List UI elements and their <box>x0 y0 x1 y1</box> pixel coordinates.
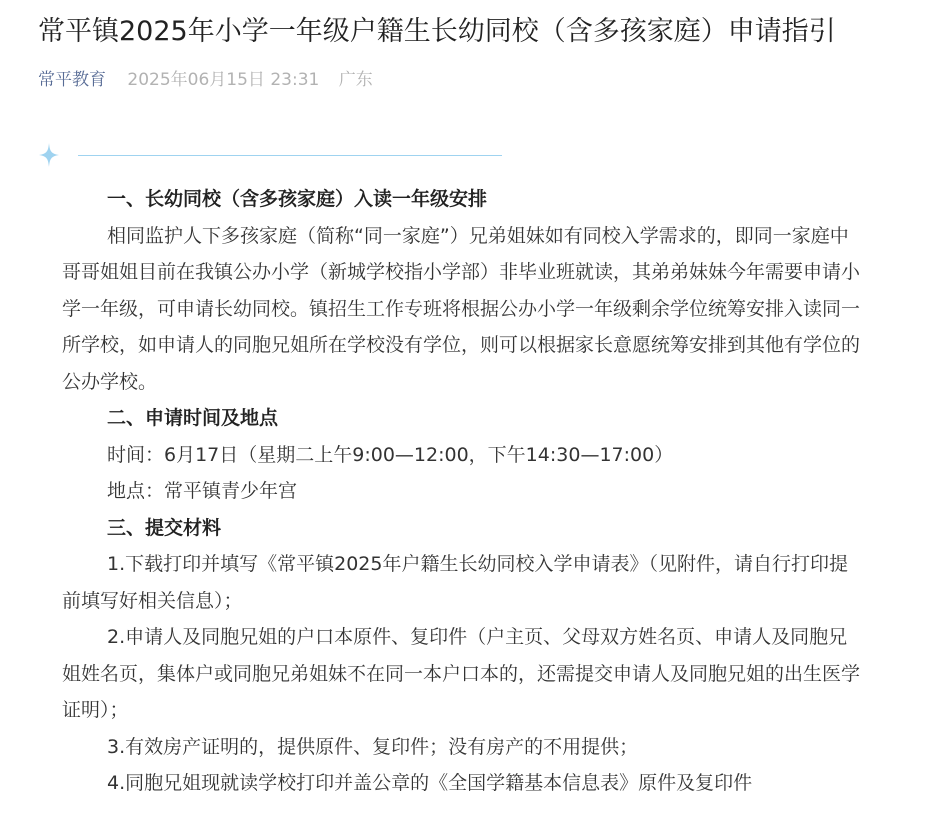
publish-time: 2025年06月15日 23:31 <box>127 70 320 90</box>
publish-region: 广东 <box>338 70 373 90</box>
section-divider <box>38 142 508 170</box>
paragraph-time: 时间：6月17日（星期二上午9:00—12:00，下午14:30—17:00） <box>107 443 674 466</box>
section-heading-2: 二、申请时间及地点 <box>107 407 279 429</box>
section-heading-1: 一、长幼同校（含多孩家庭）入读一年级安排 <box>107 188 488 210</box>
article-meta <box>38 66 373 94</box>
sparkle-icon <box>38 142 60 168</box>
account-name-link[interactable]: 常平教育 <box>38 70 106 90</box>
material-item-4: 4.同胞兄姐现就读学校打印并盖公章的《全国学籍基本信息表》原件及复印件 <box>107 772 753 794</box>
paragraph-1: 相同监护人下多孩家庭（简称“同一家庭”）兄弟姐妹如有同校入学需求的，即同一家庭中哥哥姐姐目前在我镇公办小学（新城学校指小学部）非毕业班就读，其弟弟妹妹今年需要申请小学一年级，可申请长幼同校。镇招生工作专班将根据公办小学一年级剩余学位统筹安排入读同一所学校，如申请人的同胞兄姐所在学校没有学位，则可以根据家长意愿统筹安排到其他有学位的公办学校。 <box>62 224 861 393</box>
material-item-3: 3.有效房产证明的，提供原件、复印件；没有房产的不用提供； <box>107 735 639 758</box>
paragraph-location: 地点：常平镇青少年宫 <box>107 480 298 502</box>
material-item-1: 1.下载打印并填写《常平镇2025年户籍生长幼同校入学申请表》（见附件，请自行打印提前填写好相关信息）； <box>62 553 848 612</box>
divider-line <box>78 155 502 156</box>
article-title: 常平镇2025年小学一年级户籍生长幼同校（含多孩家庭）申请指引 <box>38 16 836 47</box>
section-heading-3: 三、提交材料 <box>107 516 222 539</box>
material-item-2: 2.申请人及同胞兄姐的户口本原件、复印件（户主页、父母双方姓名页、申请人及同胞兄姐姓名页，集体户或同胞兄弟姐妹不在同一本户口本的，还需提交申请人及同胞兄姐的出生医学证明）； <box>62 626 861 721</box>
article-body <box>62 181 862 802</box>
